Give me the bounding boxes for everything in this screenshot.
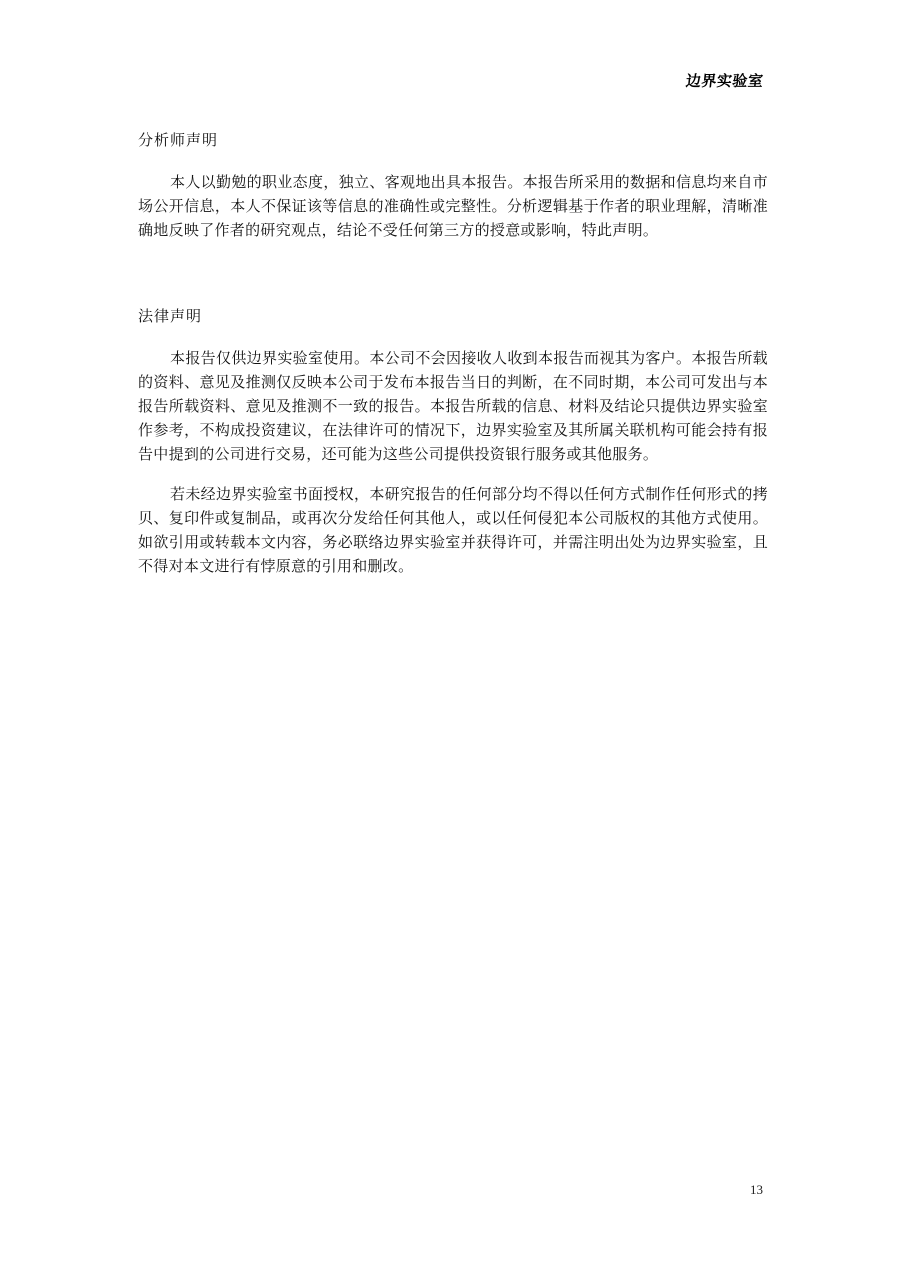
legal-statement-section xyxy=(138,304,768,578)
document-body xyxy=(138,128,768,578)
analyst-statement-paragraph: 本人以勤勉的职业态度，独立、客观地出具本报告。本报告所采用的数据和信息均来自市场公开信息，本人不保证该等信息的准确性或完整性。分析逻辑基于作者的职业理解，清晰准确地反映了作者的研究观点，结论不受任何第三方的授意或影响，特此声明。 xyxy=(138,173,768,239)
legal-statement-heading: 法律声明 xyxy=(138,307,203,325)
page-number: 13 xyxy=(750,1182,763,1197)
brand-logo: 边界实验室 xyxy=(685,72,765,90)
analyst-statement-heading: 分析师声明 xyxy=(138,131,219,149)
legal-statement-paragraph-2: 若未经边界实验室书面授权，本研究报告的任何部分均不得以任何方式制作任何形式的拷贝、复印件或复制品，或再次分发给任何其他人，或以任何侵犯本公司版权的其他方式使用。如欲引用或转载本文内容，务必联络边界实验室并获得许可，并需注明出处为边界实验室，且不得对本文进行有悖原意的引用和删改。 xyxy=(138,485,768,575)
analyst-statement-section xyxy=(138,128,768,242)
legal-statement-paragraph-1: 本报告仅供边界实验室使用。本公司不会因接收人收到本报告而视其为客户。本报告所载的资料、意见及推测仅反映本公司于发布本报告当日的判断，在不同时期，本公司可发出与本报告所载资料、意见及推测不一致的报告。本报告所载的信息、材料及结论只提供边界实验室作参考，不构成投资建议，在法律许可的情况下，边界实验室及其所属关联机构可能会持有报告中提到的公司进行交易，还可能为这些公司提供投资银行服务或其他服务。 xyxy=(138,349,768,463)
